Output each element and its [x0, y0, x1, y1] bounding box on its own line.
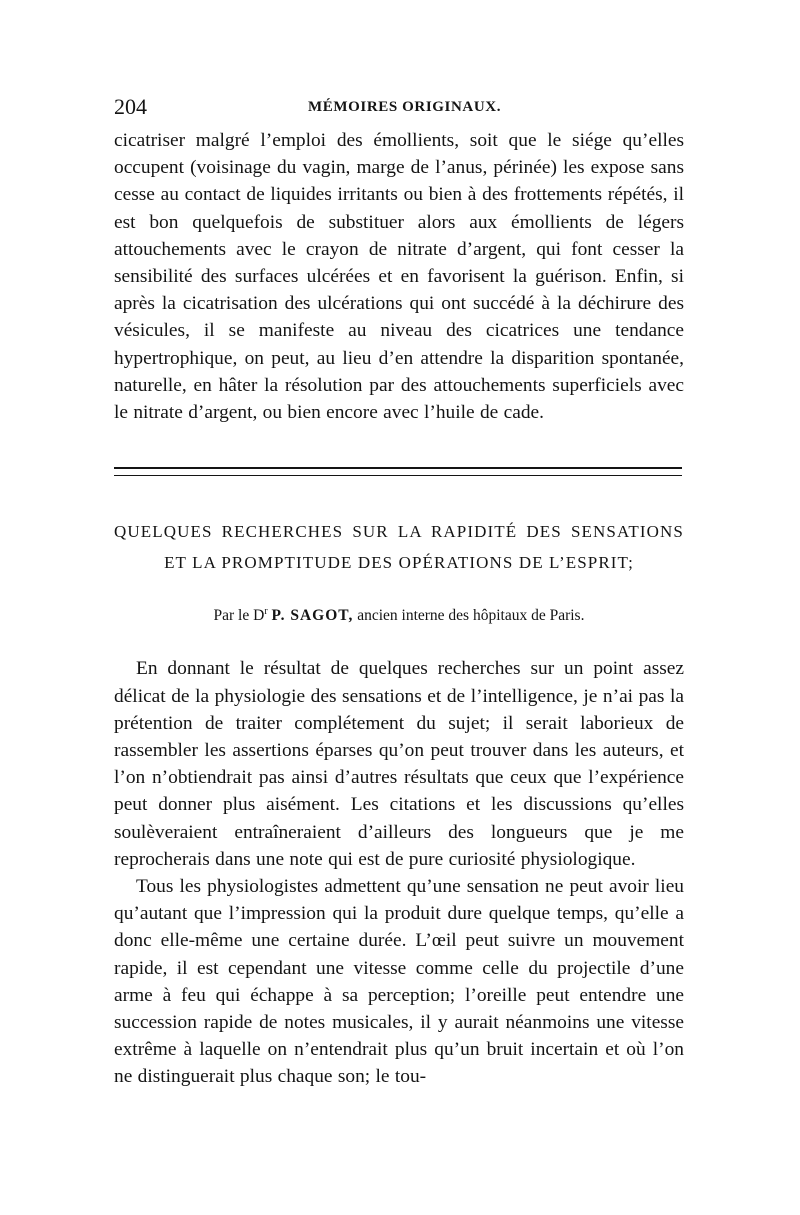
page-number: 204: [114, 94, 147, 119]
article-title-line-1: QUELQUES RECHERCHES SUR LA RAPIDITÉ DES SENSATIONS: [114, 522, 684, 542]
byline-superscript: r: [264, 606, 268, 618]
section-divider: [114, 467, 682, 476]
book-page: [114, 92, 684, 1091]
running-head: [114, 92, 684, 122]
body-paragraph-1: En donnant le résultat de quelques recherches sur un point assez délicat de la physiologie des sensations et de l’intelligence, je n’ai pas la prétention de traiter complétement du sujet; il serait laborieux de rassembler les assertions éparses qu’on peut trouver dans les auteurs, et l’on n’obtiendrait pas ainsi d’autres résultats que ceux que l’expérience peut donner plus aisément. Les citations et les discussions qu’elles soulèveraient entraîneraient d’ailleurs des longueurs que je me reprocherais dans une note qui est de pure curiosité physiologique.: [114, 658, 684, 870]
article-body: [114, 655, 684, 1090]
article-title: [114, 516, 684, 578]
byline-suffix: ancien interne des hôpitaux de Paris.: [357, 607, 585, 625]
byline-prefix: Par le D: [213, 607, 265, 625]
body-paragraph-2: Tous les physiologistes admettent qu’une sensation ne peut avoir lieu qu’autant que l’impression qui la produit dure quelque temps, qu’elle a donc elle-même une certaine durée. L’œil peut suivre un mouvement rapide, il est cependant une vitesse comme celle du projectile d’une arme à feu qui échappe à sa perception; l’oreille peut entendre une succession rapide de notes musicales, il y aurait néanmoins une vitesse extrême à laquelle on n’entendrait plus qu’un bruit incertain et où l’on ne distinguerait plus chaque son; le tou-: [114, 876, 684, 1088]
continuation-paragraph: cicatriser malgré l’emploi des émollients, soit que le siége qu’elles occupent (voisinage du vagin, marge de l’anus, périnée) les expose sans cesse au contact de liquides irritants ou bien à des frottements répétés, il est bon quelquefois de substituer alors aux émollients de légers attouchements avec le crayon de nitrate d’argent, qui font cesser la sensibilité des surfaces ulcérées et en favorisent la guérison. Enfin, si après la cicatrisation des ulcérations qui ont succédé à la déchirure des vésicules, il se manifeste au niveau des cicatrices une tendance hypertrophique, on peut, au lieu d’en attendre la disparition spontanée, naturelle, en hâter la résolution par des attouchements superficiels avec le nitrate d’argent, ou bien encore avec l’huile de cade.: [114, 130, 684, 424]
article-title-line-2: ET LA PROMPTITUDE DES OPÉRATIONS DE L’ESPRIT;: [164, 553, 634, 573]
running-title: MÉMOIRES ORIGINAUX.: [308, 99, 502, 115]
byline-author: P. SAGOT,: [271, 607, 354, 625]
byline: [114, 600, 684, 628]
